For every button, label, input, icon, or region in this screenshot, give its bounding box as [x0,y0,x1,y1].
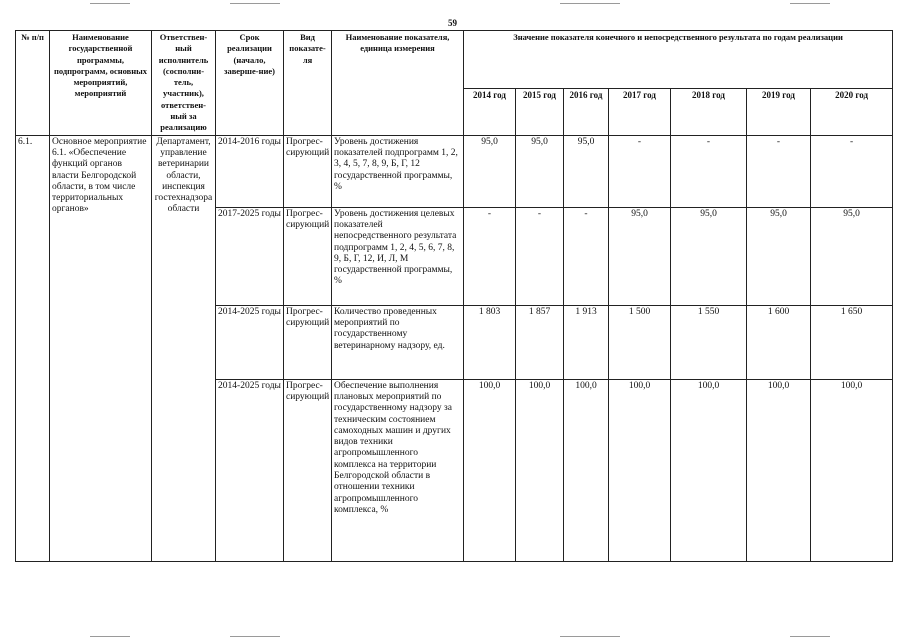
scan-mark [560,3,620,4]
scan-mark [230,3,280,4]
value-cell: 100,0 [671,379,747,561]
value-cell: 100,0 [516,379,564,561]
value-cell: 1 857 [516,305,564,379]
value-cell: 1 600 [747,305,811,379]
row-term: 2014-2016 годы [216,135,284,207]
header-year: 2019 год [747,89,811,135]
header-year: 2017 год [609,89,671,135]
header-responsible: Ответствен-ный исполнитель (сосполни-тель, участник), ответствен-ный за реализацию [152,31,216,136]
header-num: № п/п [16,31,50,136]
row-term: 2014-2025 годы [216,305,284,379]
scan-mark [790,3,830,4]
activity-name: Основное мероприятие 6.1. «Обеспечение функций органов власти Белгородской области, в том числе территориальных органов» [50,135,152,561]
header-indicator: Наименование показателя, единица измерения [332,31,464,136]
scan-mark [90,636,130,637]
value-cell: 100,0 [747,379,811,561]
indicator-table [15,30,893,562]
activity-responsible: Департамент, управление ветеринарии области, инспекция гостехнадзора области [152,135,216,561]
value-cell: 1 803 [464,305,516,379]
value-cell: 1 650 [811,305,893,379]
value-cell: 95,0 [564,135,609,207]
value-cell: 95,0 [464,135,516,207]
value-cell: 95,0 [811,207,893,305]
header-year: 2016 год [564,89,609,135]
row-indicator: Количество проведенных мероприятий по государственному ветеринарному надзору, ед. [332,305,464,379]
header-year: 2014 год [464,89,516,135]
row-type: Прогрес-сирующий [284,305,332,379]
value-cell: 100,0 [811,379,893,561]
value-cell: - [747,135,811,207]
value-cell: 95,0 [516,135,564,207]
value-cell: 1 913 [564,305,609,379]
row-term: 2017-2025 годы [216,207,284,305]
header-values: Значение показателя конечного и непосредственного результата по годам реализации [464,31,893,89]
header-term: Срок реализации (начало, заверше-ние) [216,31,284,136]
value-cell: 100,0 [464,379,516,561]
value-cell: 95,0 [747,207,811,305]
scan-mark [560,636,620,637]
page-number: 59 [448,18,457,28]
row-indicator: Уровень достижения показателей подпрограмм 1, 2, 3, 4, 5, 7, 8, 9, Б, Г, 12 государственной программы, % [332,135,464,207]
value-cell: 1 550 [671,305,747,379]
value-cell: - [464,207,516,305]
scan-mark [90,3,130,4]
header-year: 2015 год [516,89,564,135]
value-cell: 95,0 [609,207,671,305]
value-cell: 95,0 [671,207,747,305]
row-type: Прогрес-сирующий [284,379,332,561]
scan-mark [230,636,280,637]
header-year: 2020 год [811,89,893,135]
value-cell: 1 500 [609,305,671,379]
value-cell: - [671,135,747,207]
row-type: Прогрес-сирующий [284,207,332,305]
value-cell: 100,0 [609,379,671,561]
row-indicator: Обеспечение выполнения плановых мероприятий по государственному надзору за техническим состоянием самоходных машин и других видов техники агропромышленного комплекса на территории Белгородской области в отношении техники агропромышленного комплекса, % [332,379,464,561]
value-cell: - [609,135,671,207]
row-term: 2014-2025 годы [216,379,284,561]
header-year: 2018 год [671,89,747,135]
value-cell: - [564,207,609,305]
row-type: Прогрес-сирующий [284,135,332,207]
row-indicator: Уровень достижения целевых показателей непосредственного результата подпрограмм 1, 2, 4, 5, 6, 7, 8, 9, Б, Г, 12, И, Л, М государственной программы, % [332,207,464,305]
value-cell: - [811,135,893,207]
value-cell: - [516,207,564,305]
header-type: Вид показате-ля [284,31,332,136]
scan-mark [790,636,830,637]
activity-num: 6.1. [16,135,50,561]
header-name: Наименование государственной программы, подпрограмм, основных мероприятий, мероприятий [50,31,152,136]
table-row [16,135,893,207]
value-cell: 100,0 [564,379,609,561]
